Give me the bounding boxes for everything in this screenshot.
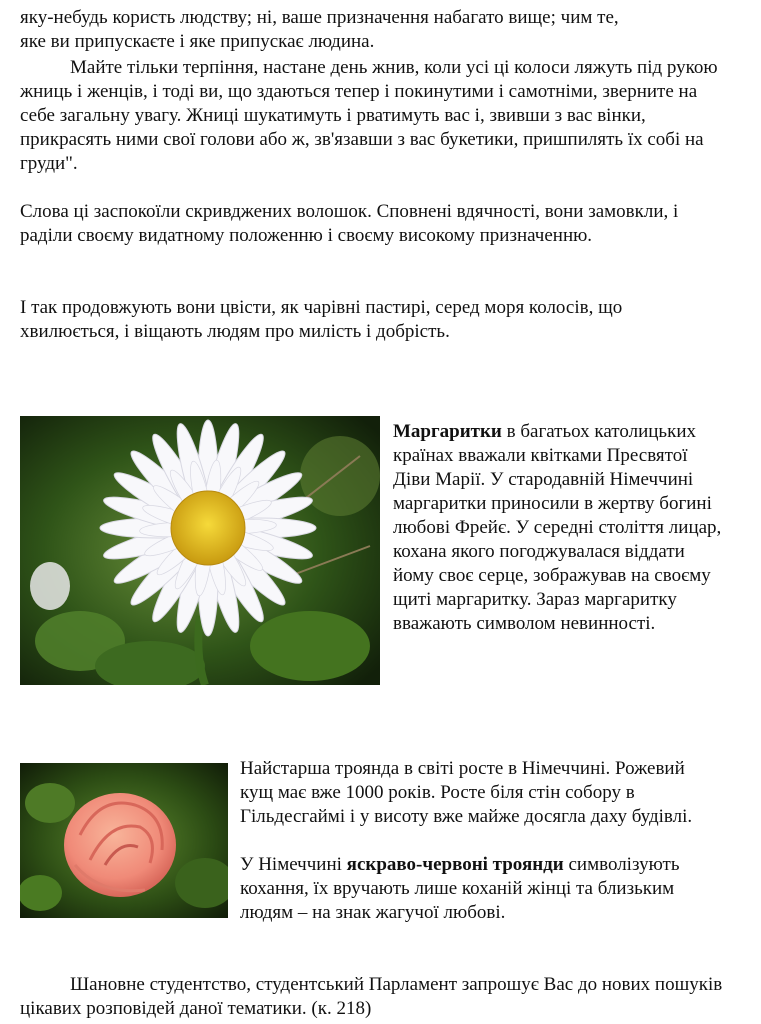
rose-text-before: У Німеччині bbox=[240, 854, 347, 875]
rose-paragraph-2 bbox=[240, 853, 718, 925]
daisy-text: в багатьох католицьких країнах вважали квітками Пресвятої Діви Марії. У стародавній Німеччині маргаритки приносили в жертву богині любові Фрейє. У середні століття лицар, кохана якого погоджувалася віддати йому своє серце, зображував на своєму щиті маргаритку. Зараз маргаритку вважають символом невинності. bbox=[393, 421, 722, 634]
paragraph-calm: Слова ці заспокоїли скривджених волошок. Сповнені вдячності, вони замовкли, і раділи своєму видатному положенню і своєму високому призначенню. bbox=[20, 201, 679, 246]
rose-paragraph-1: Найстарша троянда в світі росте в Німеччині. Рожевий кущ має вже 1000 років. Росте біля стін собору в Гільдесгаймі і у висоту вже майже досягла даху будівлі. bbox=[240, 758, 693, 827]
rose-text-after: символізують кохання, їх вручають лише коханій жінці та близьким людям – на знак жагучої любові. bbox=[240, 854, 680, 923]
rose-photo bbox=[20, 763, 228, 918]
rose-bold-phrase: яскраво-червоні троянди bbox=[346, 854, 564, 875]
text-line-top-1: яку-небудь користь людству; ні, ваше призначення набагато вище; чим те, bbox=[20, 7, 619, 28]
paragraph-bloom: І так продовжують вони цвісти, як чарівні пастирі, серед моря колосів, що хвилюється, і віщають людям про милість і добрість. bbox=[20, 297, 623, 342]
text-line-top-2: яке ви припускаєте і яке припускає людина. bbox=[20, 31, 375, 52]
daisy-paragraph bbox=[393, 420, 728, 636]
daisy-title: Маргаритки bbox=[393, 421, 502, 442]
daisy-photo bbox=[20, 416, 380, 685]
closing-paragraph: Шановне студентство, студентський Парламент запрошує Вас до нових пошуків цікавих розповідей даної тематики. (к. 218) bbox=[20, 974, 723, 1019]
paragraph-reapers: Майте тільки терпіння, настане день жнив, коли усі ці колоси ляжуть під рукою жниць і женців, і тоді ви, що здаються тепер і покинутими і самотніми, зверните на себе загальну увагу. Жниці шукатимуть і рватимуть вас і, звивши з вас вінки, прикрасять ними свої голови або ж, зв'язавши з вас букетики, пришпилять їх собі на груди". bbox=[20, 57, 718, 174]
